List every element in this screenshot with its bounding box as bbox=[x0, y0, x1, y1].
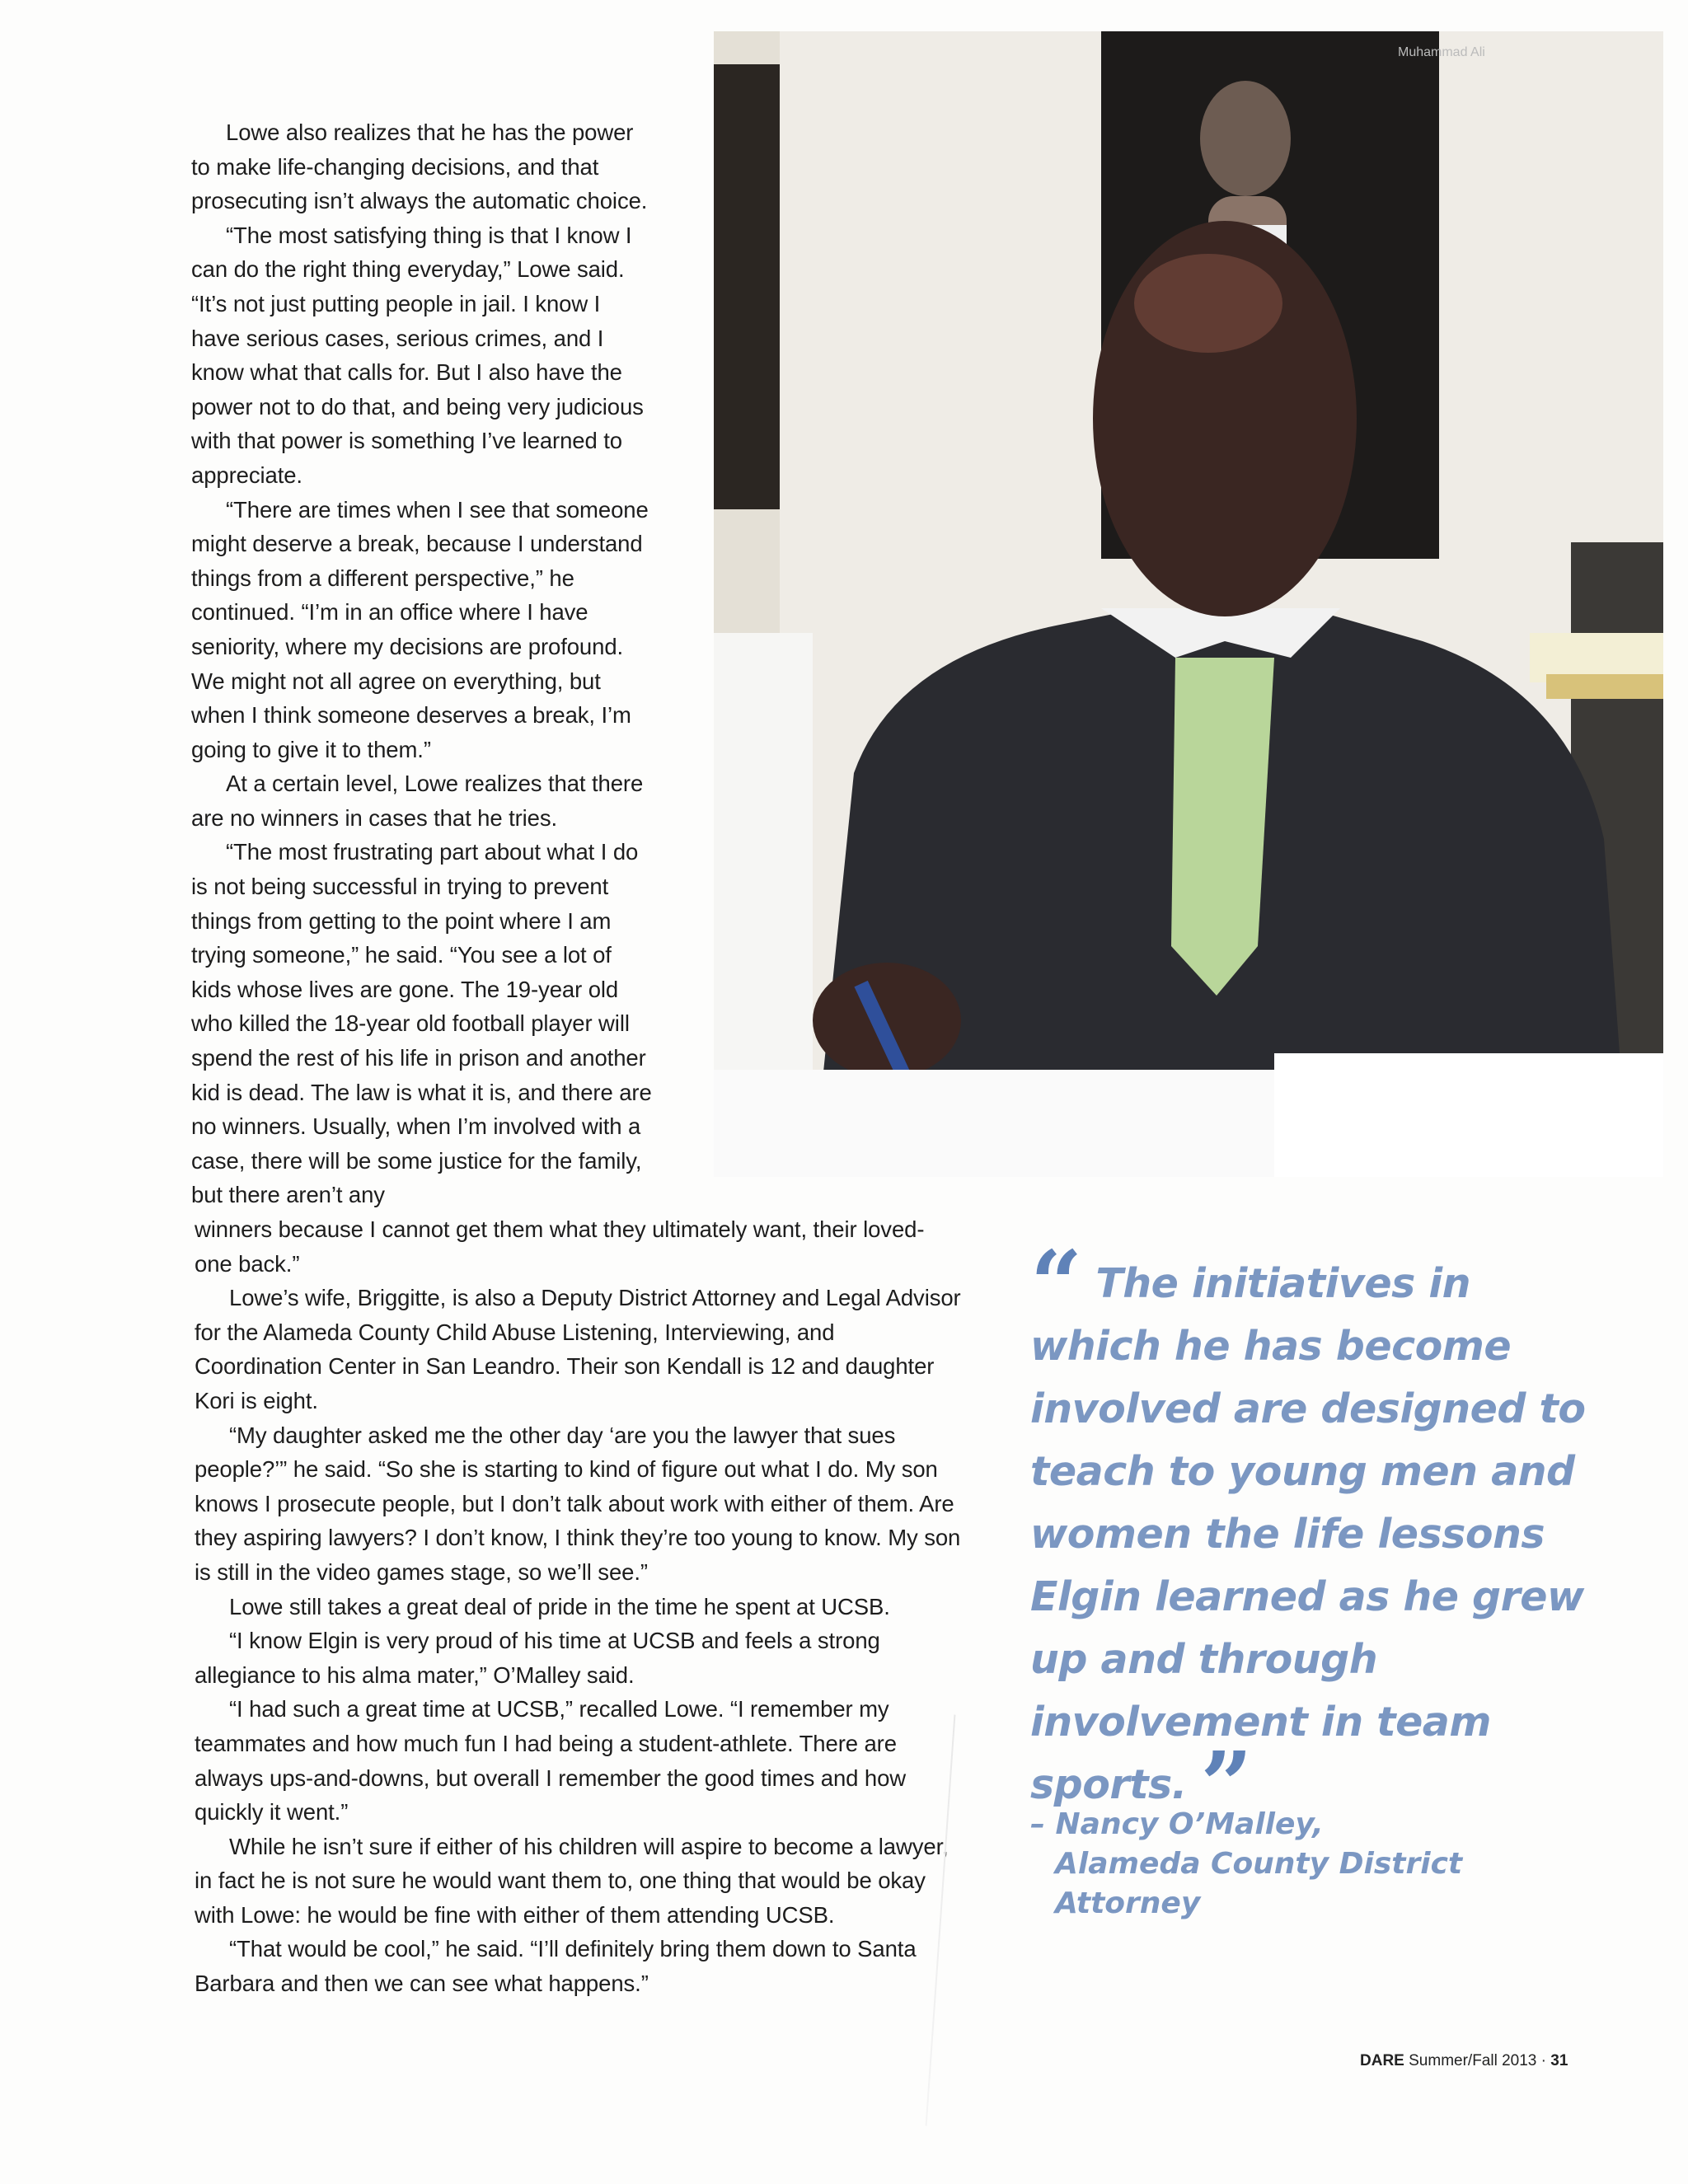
paragraph: “My daughter asked me the other day ‘are you the lawyer that sues people?’” he said. “So she is starting to kind of figure out what I do. My son knows I prosecute people, but I don’t talk about work with either of them. Are they aspiring lawyers? I don’t know, I think they’re too young to know. My son is still in the video games stage, so we’ll see.” bbox=[195, 1422, 961, 1585]
paragraph: While he isn’t sure if either of his children will aspire to become a lawyer, in fact he is not sure he would want them to, one thing that would be okay with Lowe: he would be fine with either of them attending UCSB. bbox=[195, 1833, 949, 1928]
page-footer bbox=[1360, 2052, 1568, 2070]
separator: · bbox=[1540, 2052, 1546, 2069]
paragraph: Lowe also realizes that he has the power to make life-changing decisions, and that prosecuting isn’t always the automatic choice. bbox=[191, 120, 648, 214]
paragraph: winners because I cannot get them what they ultimately want, their loved-one back.” bbox=[195, 1216, 925, 1277]
close-quote-icon: ” bbox=[1200, 1732, 1253, 1838]
magazine-name: DARE bbox=[1360, 2052, 1404, 2069]
paragraph: “The most satisfying thing is that I know I can do the right thing everyday,” Lowe said. “It’s not just putting people in jail. I know I have serious cases, serious crimes, and I know what that calls for. But I also have the power not to do that, and being very judicious with that power is something I’ve learned to appreciate. bbox=[191, 222, 644, 488]
paragraph: “That would be cool,” he said. “I’ll definitely bring them down to Santa Barbara and then we can see what happens.” bbox=[195, 1936, 917, 1997]
pull-quote-attribution bbox=[1030, 1805, 1607, 1924]
attribution-title: Alameda County District Attorney bbox=[1055, 1847, 1463, 1920]
paragraph: At a certain level, Lowe realizes that there are no winners in cases that he tries. bbox=[191, 771, 644, 831]
paragraph: “There are times when I see that someone might deserve a break, because I understand things from a different perspective,” he continued. “I’m in an office where I have seniority, where my decisions are profound. We might not all agree on everything, but when I think someone deserves a break, I’m going to give it to them.” bbox=[191, 496, 649, 762]
open-quote-icon: “ bbox=[1030, 1230, 1082, 1337]
pull-quote-text: The initiatives in which he has become involved are designed to teach to young men and women the life lessons Elgin learned as he grew up and through involvement in team sports. bbox=[1030, 1260, 1586, 1808]
paragraph: “I know Elgin is very proud of his time at UCSB and feels a strong allegiance to his alma mater,” O’Malley said. bbox=[195, 1628, 880, 1688]
article-column-wide bbox=[195, 1212, 961, 2001]
article-body bbox=[191, 115, 974, 2001]
paragraph: Lowe still takes a great deal of pride in the time he spent at UCSB. bbox=[229, 1593, 890, 1619]
issue-label: Summer/Fall 2013 bbox=[1409, 2052, 1537, 2069]
paragraph: “I had such a great time at UCSB,” recalled Lowe. “I remember my teammates and how much fun I had being a student-athlete. There are always ups-and-downs, but overall I remember the good times and how quickly it went.” bbox=[195, 1696, 907, 1825]
poster-caption: Muhammad Ali bbox=[1398, 45, 1485, 59]
attribution-name: – Nancy O’Malley, bbox=[1030, 1807, 1324, 1841]
paragraph: Lowe’s wife, Briggitte, is also a Deputy District Attorney and Legal Advisor for the Alameda County Child Abuse Listening, Interviewing, and Coordination Center in San Leandro. Their son Kendall is 12 and daughter Kori is eight. bbox=[195, 1285, 961, 1413]
paragraph: “The most frustrating part about what I do is not being successful in trying to prevent things from getting to the point where I am trying someone,” he said. “You see a lot of kids whose lives are gone. The 19-year old who killed the 18-year old football player will spend the rest of his life in prison and another kid is dead. The law is what it is, and there are no winners. Usually, when I’m involved with a case, there will be some justice for the family, but there aren’t any bbox=[191, 839, 652, 1208]
page-number: 31 bbox=[1550, 2052, 1568, 2069]
article-column-narrow bbox=[191, 115, 653, 1212]
